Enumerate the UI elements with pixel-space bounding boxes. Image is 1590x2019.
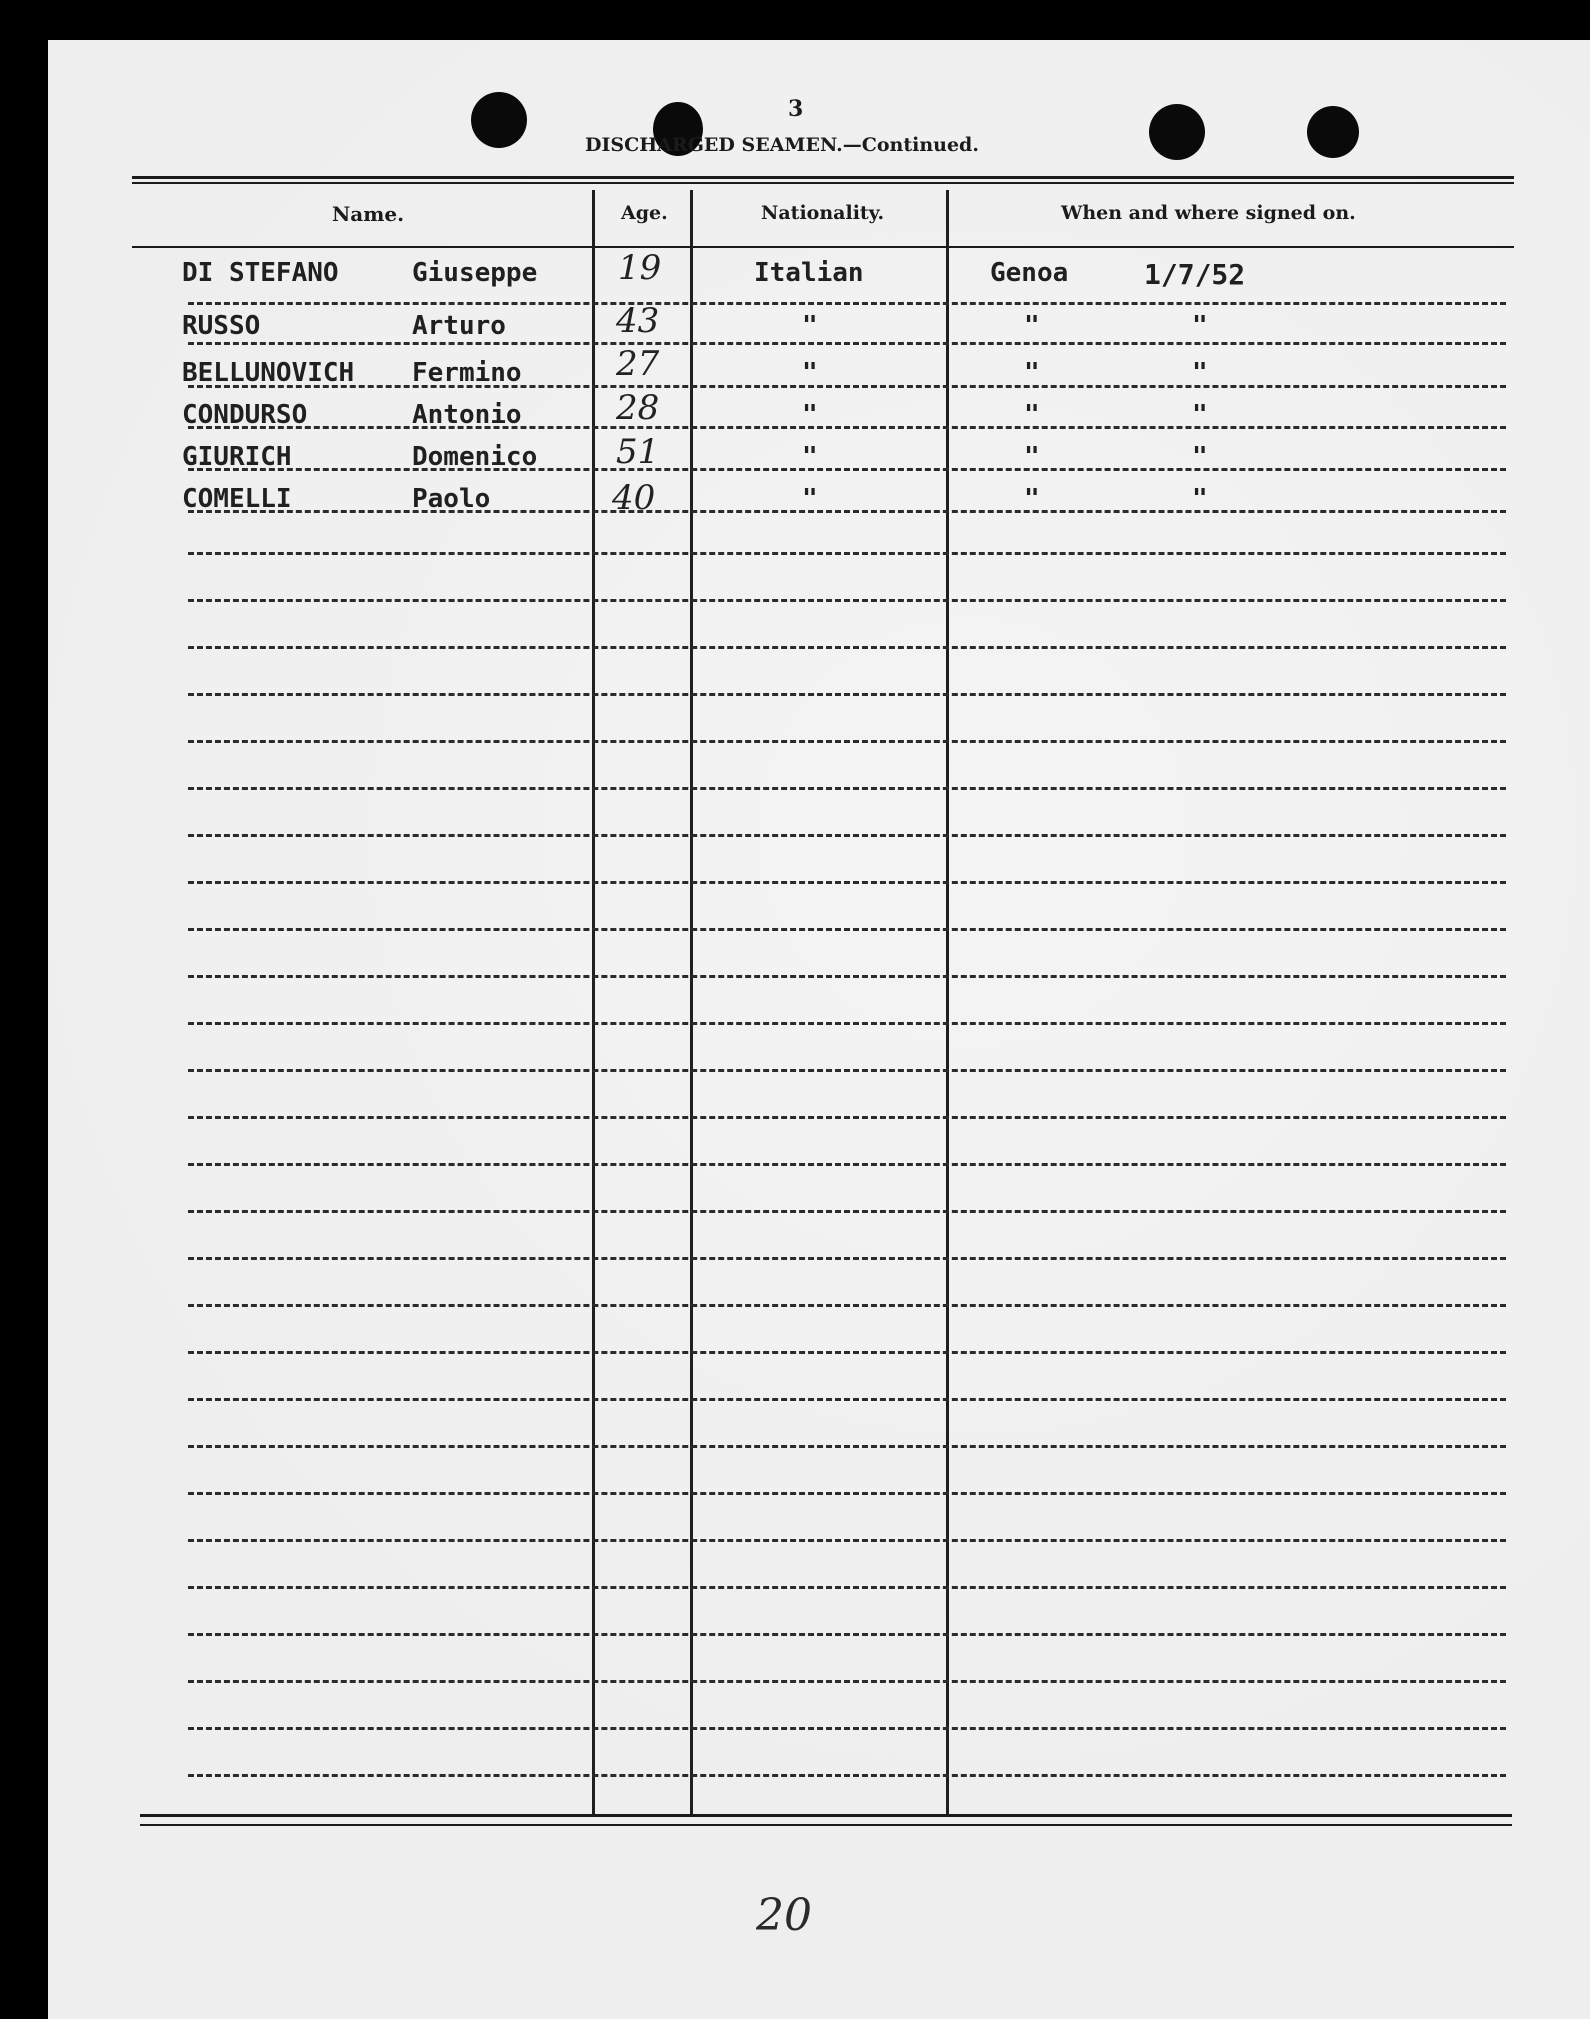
nationality-cell: " — [802, 484, 818, 514]
given-name-cell: Arturo — [412, 311, 506, 341]
page-title: DISCHARGED SEAMEN.—Continued. — [585, 134, 979, 156]
table-row — [48, 248, 1590, 298]
punch-hole-3 — [1149, 104, 1205, 160]
place-cell: " — [1024, 442, 1040, 472]
dotted-row-line — [188, 1069, 1506, 1072]
dotted-row-line — [188, 975, 1506, 978]
age-cell: 28 — [616, 388, 660, 428]
age-cell: 27 — [616, 344, 660, 384]
bleed-through-text — [158, 1210, 1518, 1770]
nationality-cell: " — [802, 311, 818, 341]
document-page — [48, 40, 1590, 2019]
age-cell: 43 — [616, 301, 660, 341]
table-row — [48, 432, 1590, 482]
dotted-row-line — [188, 693, 1506, 696]
given-name-cell: Antonio — [412, 400, 522, 430]
surname-cell: GIURICH — [182, 442, 292, 472]
header-underline — [132, 246, 1514, 248]
place-cell: " — [1024, 484, 1040, 514]
punch-hole-1 — [471, 92, 527, 148]
punch-hole-4 — [1307, 106, 1359, 158]
date-cell: " — [1192, 311, 1208, 341]
col-header-nationality: Nationality. — [761, 202, 885, 224]
dotted-row-line — [188, 1116, 1506, 1119]
nationality-cell: " — [802, 400, 818, 430]
surname-cell: COMELLI — [182, 484, 292, 514]
table-row — [48, 344, 1590, 398]
col-header-name: Name. — [332, 202, 405, 226]
nationality-cell: Italian — [754, 258, 864, 288]
dotted-row-line — [188, 552, 1506, 555]
date-cell: " — [1192, 358, 1208, 388]
date-cell: " — [1192, 400, 1208, 430]
page-number: 3 — [788, 96, 804, 122]
col-header-age: Age. — [621, 202, 668, 224]
bottom-rule-1 — [140, 1814, 1512, 1817]
table-row — [48, 478, 1590, 524]
surname-cell: DI STEFANO — [182, 258, 339, 288]
place-cell: Genoa — [990, 258, 1069, 288]
dotted-row-line — [188, 1022, 1506, 1025]
dotted-row-line — [188, 599, 1506, 602]
place-cell: " — [1024, 311, 1040, 341]
age-cell: 19 — [618, 248, 662, 288]
nationality-cell: " — [802, 358, 818, 388]
given-name-cell: Fermino — [412, 358, 522, 388]
age-cell: 51 — [616, 432, 660, 472]
dotted-row-line — [188, 1774, 1506, 1777]
age-cell: 40 — [612, 478, 656, 518]
surname-cell: RUSSO — [182, 311, 261, 341]
dotted-row-line — [188, 646, 1506, 649]
surname-cell: BELLUNOVICH — [182, 358, 355, 388]
dotted-row-line — [188, 740, 1506, 743]
dotted-row-line — [188, 928, 1506, 931]
nationality-cell: " — [802, 442, 818, 472]
given-name-cell: Giuseppe — [412, 258, 538, 288]
top-rule-thick — [132, 176, 1514, 179]
table-row — [48, 388, 1590, 440]
place-cell: " — [1024, 358, 1040, 388]
dotted-row-line — [188, 1163, 1506, 1166]
top-rule-thin — [132, 182, 1514, 184]
col-header-signed-on: When and where signed on. — [1061, 202, 1356, 224]
surname-cell: CONDURSO — [182, 400, 308, 430]
dotted-row-line — [188, 881, 1506, 884]
date-cell: 1/7/52 — [1144, 258, 1246, 291]
place-cell: " — [1024, 400, 1040, 430]
bottom-rule-2 — [140, 1824, 1512, 1826]
dotted-row-line — [188, 787, 1506, 790]
given-name-cell: Paolo — [412, 484, 491, 514]
dotted-row-line — [188, 834, 1506, 837]
given-name-cell: Domenico — [412, 442, 538, 472]
handwritten-page-mark: 20 — [756, 1890, 812, 1941]
dotted-row-line — [188, 302, 1506, 305]
date-cell: " — [1192, 442, 1208, 472]
table-row — [48, 301, 1590, 351]
date-cell: " — [1192, 484, 1208, 514]
